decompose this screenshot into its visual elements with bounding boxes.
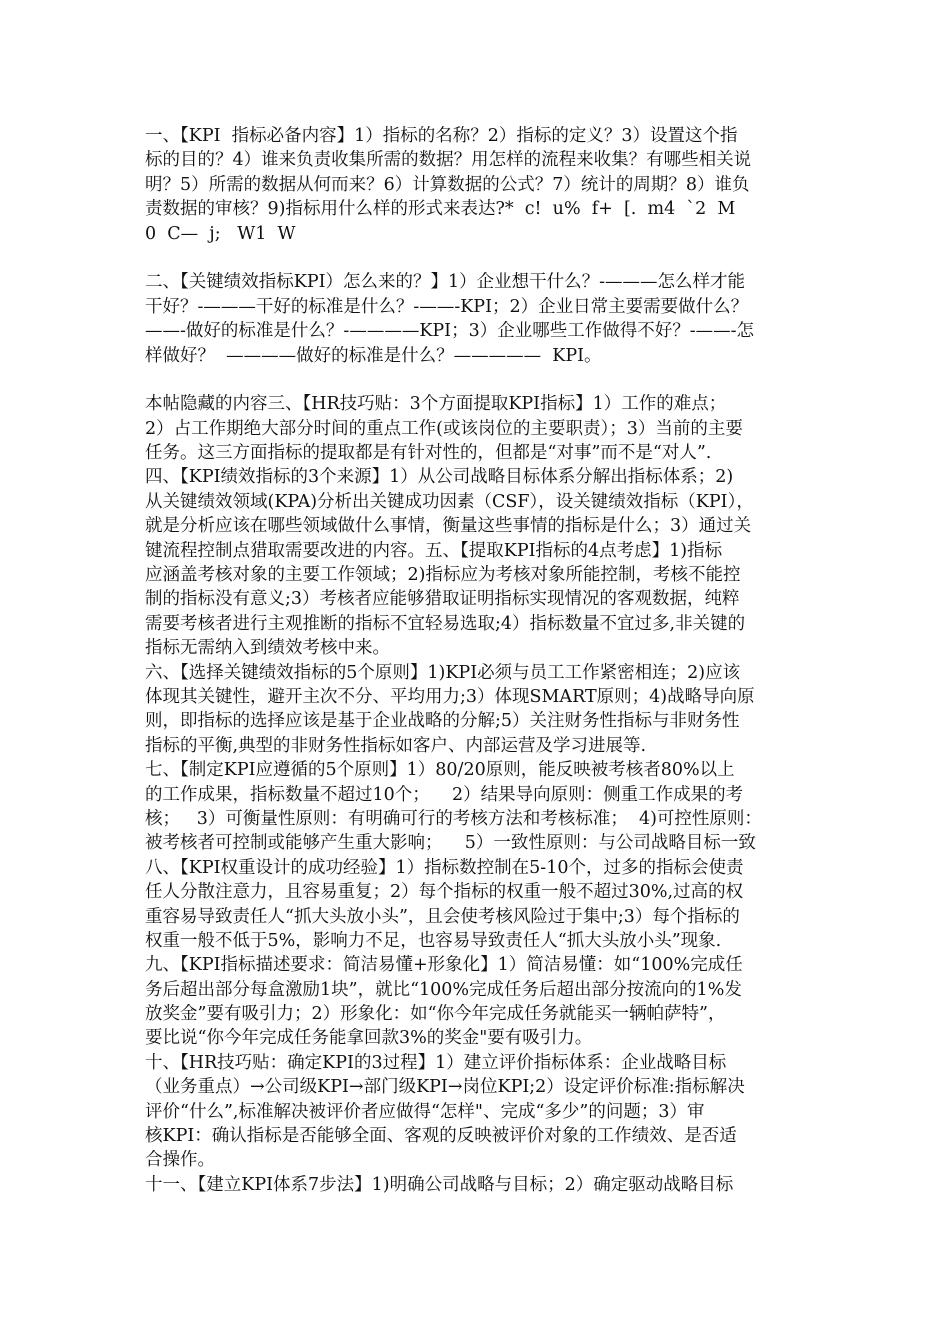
text-line: 需要考核者进行主观推断的指标不宜轻易选取;4）指标数量不宜过多,非关键的 — [145, 613, 746, 634]
text-line: 干好？-———干好的标准是什么？-——-KPI；2）企业日常主要需要做什么？ — [145, 296, 749, 317]
text-line: 四、【KPI绩效指标的3个来源】1）从公司战略目标体系分解出指标体系；2) — [145, 467, 734, 488]
text-line: 评价“什么”,标准解决被评价者应做得“怎样"、完成“多少”的问题；3）审 — [145, 1101, 705, 1122]
text-line: 九、【KPI指标描述要求：简洁易懂+形象化】1）简洁易懂：如“100%完成任 — [145, 955, 743, 976]
text-line: 二、【关键绩效指标KPI）怎么来的？】1）企业想干什么？-———怎么样才能 — [145, 272, 746, 293]
paragraph — [145, 392, 810, 1197]
text-line: ——-做好的标准是什么？-————KPI；3）企业哪些工作做得不好？-——-怎 — [145, 321, 755, 342]
text-line: 十一、【建立KPI体系7步法】1)明确公司战略与目标；2）确定驱动战略目标 — [145, 1174, 734, 1195]
text-line: 一、【KPI 指标必备内容】1）指标的名称？2）指标的定义？3）设置这个指 — [145, 126, 738, 146]
text-line: 则，即指标的选择应该是基于企业战略的分解;5）关注财务性指标与非财务性 — [145, 711, 740, 732]
text-line: 任务。这三方面指标的提取都是有针对性的，但都是“对事”而不是“对人”. — [145, 443, 712, 464]
text-line: 务后超出部分每盒激励1块”，就比“100%完成任务后超出部分按流向的1%发 — [145, 979, 742, 1000]
text-line: 样做好？ ————做好的标准是什么？————— KPI。 — [145, 345, 602, 366]
text-line: 体现其关键性，避开主次不分、平均用力;3）体现SMART原则；4)战略导向原 — [145, 686, 755, 707]
text-line: 指标的平衡,典型的非财务性指标如客户、内部运营及学习进展等. — [145, 735, 647, 756]
text-line: 七、【制定KPI应遵循的5个原则】1）80/20原则，能反映被考核者80%以上 — [145, 760, 735, 781]
text-line: 应涵盖考核对象的主要工作领域；2)指标应为考核对象所能控制，考核不能控 — [145, 565, 741, 586]
text-line: 核； 3）可衡量性原则：有明确可行的考核方法和考核标准； 4)可控性原则： — [145, 808, 762, 829]
text-line: 放奖金”要有吸引力；2）形象化：如“你今年完成任务就能买一辆帕萨特”， — [145, 1004, 726, 1025]
text-line: 十、【HR技巧贴：确定KPI的3过程】1）建立评价指标体系：企业战略目标 — [145, 1052, 727, 1073]
text-line: 标的目的？4）谁来负责收集所需的数据？用怎样的流程来收集？有哪些相关说 — [145, 150, 752, 171]
paragraph — [145, 270, 810, 368]
text-line: 重容易导致责任人“抓大头放小头”，且会使考核风险过于集中;3）每个指标的 — [145, 906, 740, 927]
text-line: 权重一般不低于5%，影响力不足，也容易导致责任人“抓大头放小头”现象. — [145, 930, 722, 951]
text-line: 核KPI：确认指标是否能够全面、客观的反映被评价对象的工作绩效、是否适 — [145, 1126, 737, 1147]
text-line: （业务重点）→公司级KPI→部门级KPI→岗位KPI;2）设定评价标准:指标解决 — [145, 1077, 745, 1098]
text-line: 制的指标没有意义;3）考核者应能够猎取证明指标实现情况的客观数据，纯粹 — [145, 589, 740, 610]
document-body — [145, 124, 810, 1197]
text-line: 的工作成果，指标数量不超过10个； 2）结果导向原则：侧重工作成果的考 — [145, 784, 744, 805]
paragraph — [145, 124, 810, 246]
text-line: 责数据的审核？9)指标用什么样的形式来表达?* c! u% f+ [. m4 `2 M — [145, 199, 736, 220]
text-line: 0 C— j; W1 W — [145, 223, 296, 244]
text-line: 合操作。 — [145, 1150, 215, 1171]
text-line: 本帖隐藏的内容三、【HR技巧贴：3个方面提取KPI指标】1）工作的难点； — [145, 394, 727, 415]
text-line: 就是分析应该在哪些领域做什么事情，衡量这些事情的指标是什么；3）通过关 — [145, 516, 752, 537]
text-line: 六、【选择关键绩效指标的5个原则】1)KPI必须与员工工作紧密相连；2)应该 — [145, 662, 741, 683]
text-line: 2）占工作期绝大部分时间的重点工作(或该岗位的主要职责）；3）当前的主要 — [145, 418, 743, 439]
text-line: 明？5）所需的数据从何而来？6）计算数据的公式？7）统计的周期？8）谁负 — [145, 174, 750, 195]
text-line: 任人分散注意力，且容易重复；2）每个指标的权重一般不超过30%,过高的权 — [145, 882, 744, 903]
text-line: 指标无需纳入到绩效考核中来。 — [145, 638, 390, 659]
text-line: 从关键绩效领域(KPA)分析出关键成功因素（CSF），设关键绩效指标（KPI）， — [145, 491, 754, 512]
text-line: 要比说“你今年完成任务能拿回款3%的奖金"要有吸引力。 — [145, 1028, 593, 1049]
text-line: 被考核者可控制或能够产生重大影响； 5）一致性原则：与公司战略目标一致 — [145, 833, 756, 854]
text-line: 键流程控制点猎取需要改进的内容。五、【提取KPI指标的4点考虑】1)指标 — [145, 540, 723, 561]
text-line: 八、【KPI权重设计的成功经验】1）指标数控制在5-10个，过多的指标会使责 — [145, 857, 744, 878]
paragraph-gap — [145, 368, 810, 392]
paragraph-gap — [145, 246, 810, 270]
